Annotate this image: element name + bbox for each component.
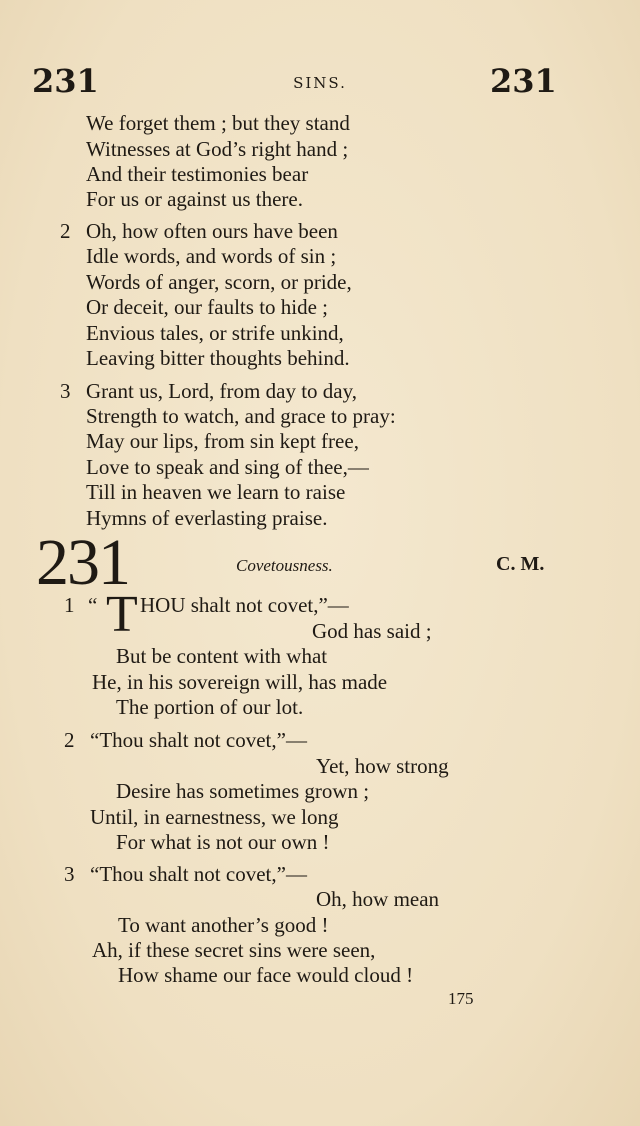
verse-number: 2 [64, 728, 75, 752]
verse-line: He, in his sovereign will, has made [92, 670, 388, 694]
verse-line: Till in heaven we learn to raise [86, 480, 346, 504]
continuation-line: Witnesses at God’s right hand ; [86, 137, 349, 161]
continuation-line: For us or against us there. [86, 187, 303, 211]
continuation-line: We forget them ; but they stand [86, 111, 350, 135]
hymn-subtitle: Covetousness. [236, 556, 333, 575]
verse-line: Or deceit, our faults to hide ; [86, 295, 329, 319]
verse-line: “Thou shalt not covet,”— [90, 728, 307, 752]
header-section-title: SINS. [293, 74, 347, 92]
verse-line: HOU shalt not covet,”— [140, 593, 349, 617]
verse-line: Idle words, and words of sin ; [86, 244, 337, 268]
verse-line: God has said ; [312, 619, 432, 643]
verse-line: Grant us, Lord, from day to day, [86, 379, 357, 403]
verse-line: “Thou shalt not covet,”— [90, 862, 307, 886]
verse-line: Leaving bitter thoughts behind. [86, 346, 350, 370]
hymn-number: 231 [36, 526, 129, 599]
verse-number: 3 [60, 379, 71, 403]
verse-number: 1 [64, 593, 75, 617]
hymn-meter: C. M. [496, 553, 545, 575]
verse-line: Strength to watch, and grace to pray: [86, 404, 396, 428]
verse-line: To want another’s good ! [118, 913, 329, 937]
verse-line: Yet, how strong [316, 754, 449, 778]
page-number: 175 [448, 989, 474, 1008]
verse-number: 3 [64, 862, 75, 886]
verse-line: Desire has sometimes grown ; [116, 779, 370, 803]
header-left-hymn-number: 231 [32, 62, 99, 100]
verse-line: Love to speak and sing of thee,— [86, 455, 369, 479]
verse-line: Hymns of everlasting praise. [86, 506, 328, 530]
verse-line: The portion of our lot. [116, 695, 304, 719]
continuation-line: And their testimonies bear [86, 162, 309, 186]
drop-cap-letter: T [106, 586, 138, 643]
verse-line: Envious tales, or strife unkind, [86, 321, 344, 345]
open-quote: “ [88, 593, 98, 617]
header-right-hymn-number: 231 [490, 62, 557, 100]
verse-line: Oh, how mean [316, 887, 440, 911]
verse-line: How shame our face would cloud ! [118, 963, 414, 987]
verse-line: May our lips, from sin kept free, [86, 429, 359, 453]
verse-line: Until, in earnestness, we long [90, 805, 339, 829]
verse-line: Words of anger, scorn, or pride, [86, 270, 352, 294]
verse-line: But be content with what [116, 644, 328, 668]
verse-line: Oh, how often ours have been [86, 219, 338, 243]
verse-line: For what is not our own ! [116, 830, 330, 854]
verse-line: Ah, if these secret sins were seen, [92, 938, 376, 962]
verse-number: 2 [60, 219, 71, 243]
